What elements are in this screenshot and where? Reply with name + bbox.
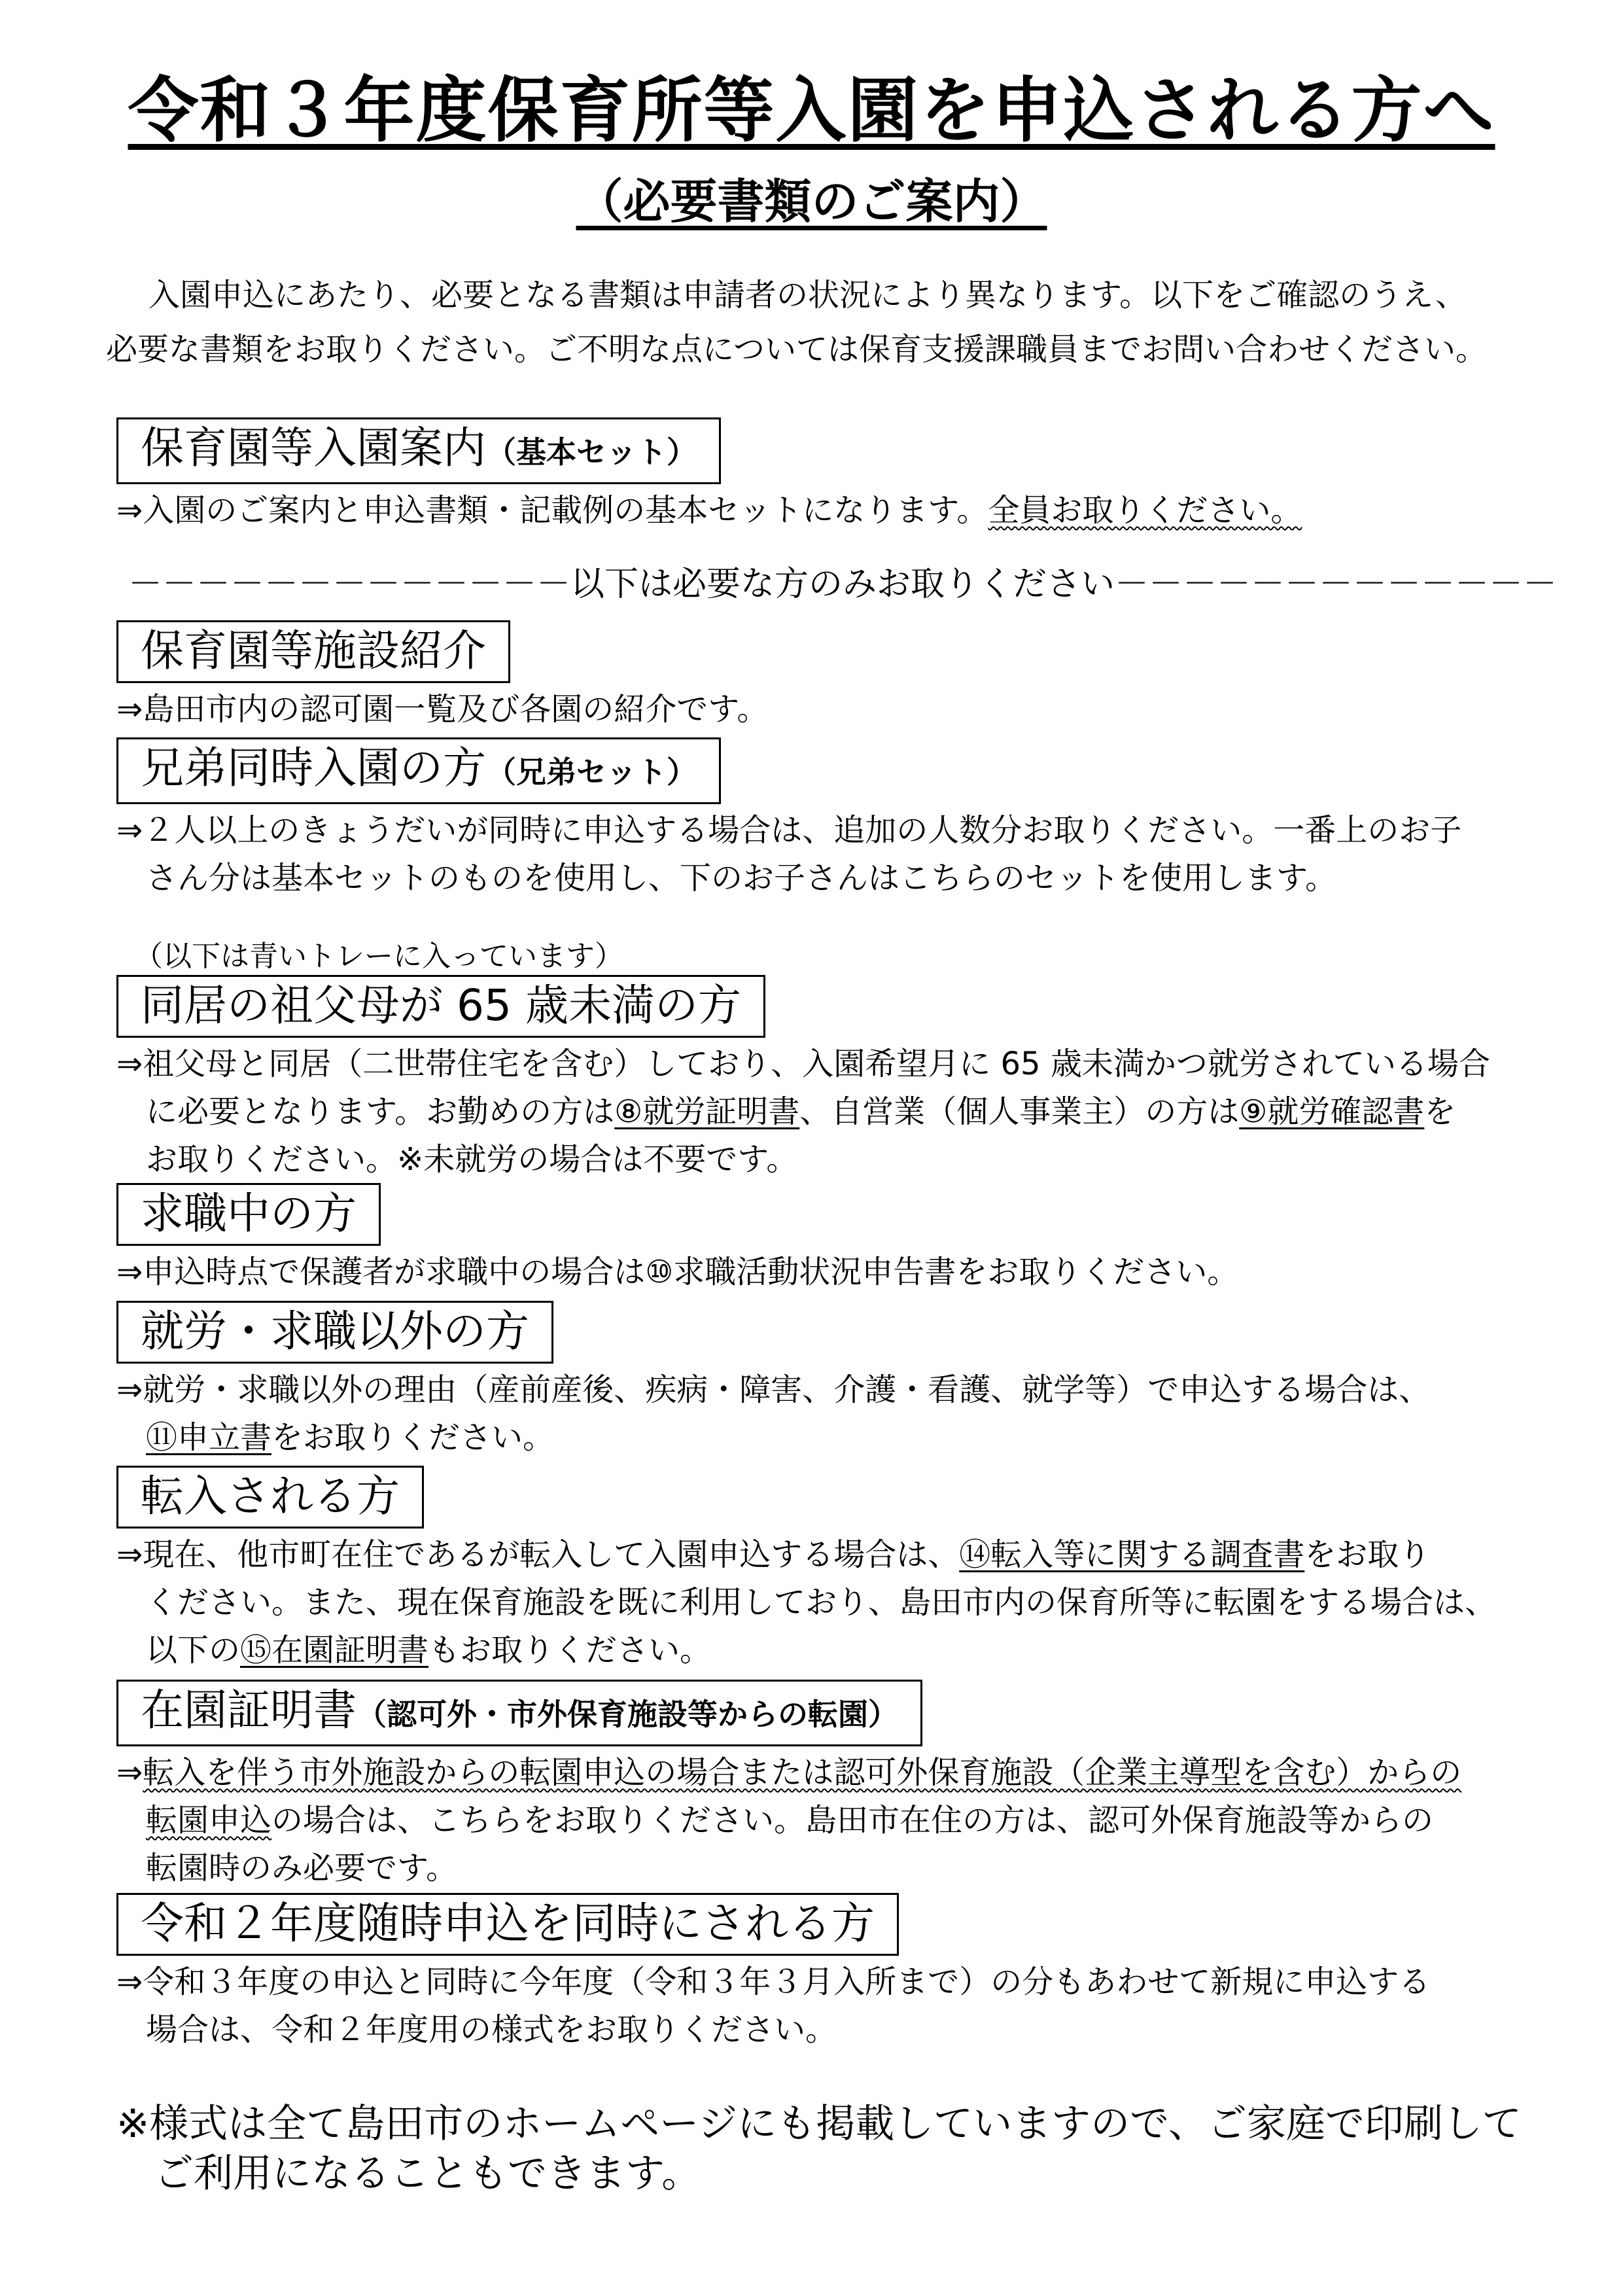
section-description: ⇒転入を伴う市外施設からの転園申込の場合または認可外保育施設（企業主導型を含む）からの 転園申込の場合は、こちらをお取りください。島田市在住の方は、認可外保育施設等からの 転園時のみ必要です。	[116, 1754, 1462, 1886]
page-title: 令和３年度保育所等入園を申込される方へ	[128, 70, 1495, 152]
section-reiwa2-application	[116, 1893, 1556, 2054]
section-description: ⇒２人以上のきょうだいが同時に申込する場合は、追加の人数分お取りください。一番上のお子 さん分は基本セットのものを使用し、下のお子さんはこちらのセットを使用します。	[116, 812, 1462, 896]
section-job-seeking	[116, 1183, 1556, 1296]
intro-text	[106, 268, 1558, 377]
intro-line: 入園申込にあたり、必要となる書類は申請者の状況により異なります。以下をご確認のうえ、	[148, 277, 1467, 313]
section-description: ⇒現在、他市町在住であるが転入して入園申込する場合は、⑭転入等に関する調査書をお取り ください。また、現在保育施設を既に利用しており、島田市内の保育所等に転園をする場合は、 以下の⑮在園証明書もお取りください。	[116, 1536, 1497, 1669]
section-description: ⇒島田市内の認可園一覧及び各園の紹介です。	[116, 691, 769, 728]
section-heading: 転入される方	[116, 1466, 424, 1528]
section-heading: 兄弟同時入園の方（兄弟セット）	[116, 737, 721, 804]
section-siblings	[116, 737, 1556, 902]
tray-note: （以下は青いトレーに入っています）	[134, 940, 623, 973]
section-grandparents	[116, 975, 1556, 1184]
section-heading: 保育園等入園案内（基本セット）	[116, 417, 721, 484]
footer-note: ※様式は全て島田市のホームページにも掲載していますので、ご家庭で印刷して ご利用になることもできます。	[116, 2101, 1522, 2197]
section-description: ⇒申込時点で保護者が求職中の場合は⑩求職活動状況申告書をお取りください。	[116, 1254, 1239, 1290]
section-description: ⇒令和３年度の申込と同時に今年度（令和３年３月入所まで）の分もあわせて新規に申込する 場合は、令和２年度用の様式をお取りください。	[116, 1964, 1431, 2048]
section-description: ⇒祖父母と同居（二世帯住宅を含む）しており、入園希望月に 65 歳未満かつ就労されている場合 に必要となります。お勤めの方は⑧就労証明書、自営業（個人事業主）の方は⑨就労確認書を お取りください。※未就労の場合は不要です。	[116, 1046, 1490, 1178]
section-facility-intro	[116, 620, 1556, 733]
section-heading: 求職中の方	[116, 1183, 381, 1246]
section-heading: 同居の祖父母が 65 歳未満の方	[116, 975, 765, 1038]
page-subtitle: （必要書類のご案内）	[576, 174, 1047, 229]
section-description: ⇒就労・求職以外の理由（産前産後、疾病・障害、介護・看護、就学等）で申込する場合は、 ⑪申立書をお取りください。	[116, 1371, 1431, 1456]
section-heading: 保育園等施設紹介	[116, 620, 510, 683]
divider-note: －－－－－－－－－－－－－以下は必要な方のみお取りください－－－－－－－－－－－－－	[128, 565, 1558, 604]
intro-line: 必要な書類をお取りください。ご不明な点については保育支援課職員までお問い合わせください。	[106, 331, 1488, 368]
section-heading: 在園証明書（認可外・市外保育施設等からの転園）	[116, 1680, 922, 1746]
section-basic-set	[116, 417, 1556, 535]
section-transfer-in	[116, 1466, 1556, 1674]
section-other-reasons	[116, 1301, 1556, 1462]
section-heading: 令和２年度随時申込を同時にされる方	[116, 1893, 899, 1956]
section-heading: 就労・求職以外の方	[116, 1301, 553, 1364]
section-enrollment-certificate	[116, 1680, 1556, 1892]
section-description: ⇒入園のご案内と申込書類・記載例の基本セットになります。全員お取りください。	[116, 492, 1302, 529]
